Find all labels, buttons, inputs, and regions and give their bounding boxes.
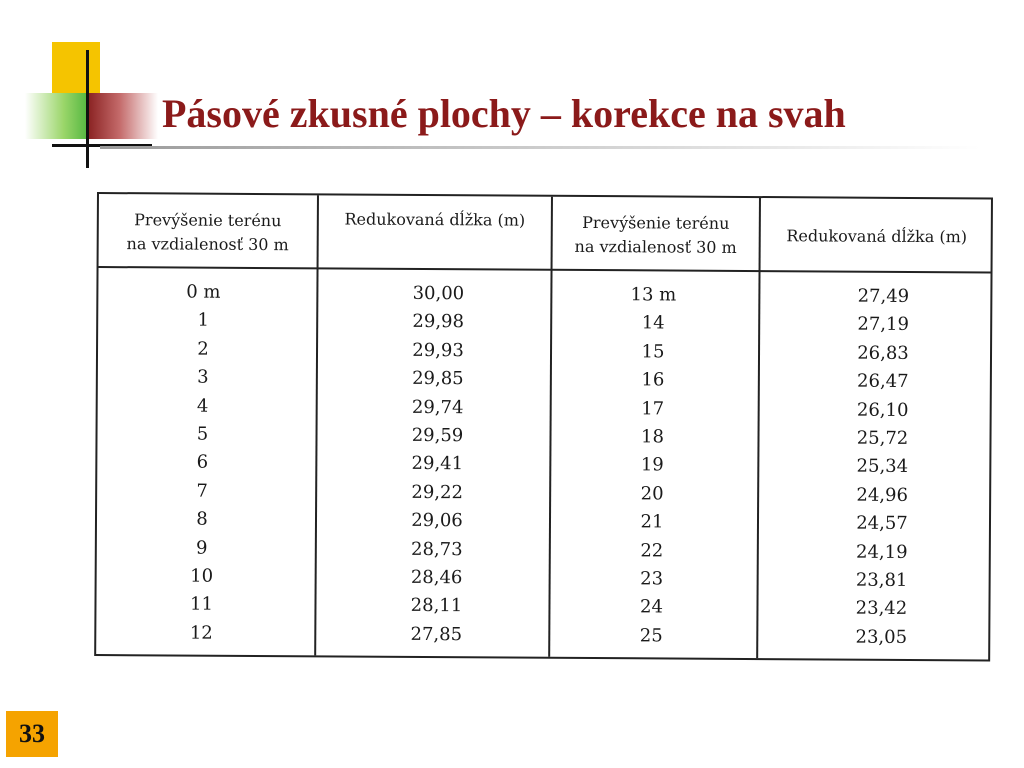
table-cell: 16 — [641, 369, 665, 391]
table-cell: 7 — [196, 480, 208, 502]
table-cell: 14 — [641, 312, 665, 334]
table-cell: 2 — [197, 338, 209, 360]
table-cell: 25 — [639, 625, 663, 647]
slide-title: Pásové zkusné plochy – korekce na svah — [162, 91, 846, 136]
table-cell: 21 — [640, 511, 664, 533]
length-column-left — [386, 280, 488, 650]
table-cell: 23,42 — [855, 597, 908, 620]
table-cell: 27,49 — [857, 285, 910, 307]
table-cell: 28,46 — [410, 566, 463, 589]
logo-green-bar — [25, 93, 95, 139]
table-cell: 24,19 — [855, 541, 908, 563]
table-cell: 17 — [641, 397, 665, 420]
table-cell: 28,73 — [410, 538, 463, 560]
table-cell: 26,83 — [857, 342, 909, 364]
table-cell: 19 — [640, 454, 664, 476]
table-cell: 24,57 — [856, 512, 908, 535]
logo-yellow-square — [52, 42, 100, 94]
table-cell: 29,59 — [411, 424, 464, 447]
table-cell: 3 — [197, 366, 209, 388]
header-length-left: Redukovaná dĺžka (m) — [344, 209, 526, 230]
table-cell: 20 — [640, 483, 664, 505]
table-cell: 12 — [189, 622, 213, 644]
table-cell: 26,47 — [857, 370, 909, 393]
table-cell: 10 — [190, 565, 214, 587]
table-cell: 5 — [196, 423, 209, 445]
table-cell: 29,22 — [411, 481, 464, 503]
table-cell: 8 — [196, 508, 208, 530]
table-cell: 25,72 — [856, 427, 909, 449]
table-cell: 23,81 — [855, 569, 908, 591]
header-length-right: Redukovaná dĺžka (m) — [786, 226, 968, 247]
table-cell: 18 — [640, 426, 665, 448]
table-cell: 29,93 — [412, 339, 464, 362]
table-cell: 30,00 — [412, 282, 465, 305]
header-elevation-left: Prevýšenie terénu na vzdialenosť 30 m — [126, 210, 289, 255]
page-number-badge: 33 — [6, 711, 58, 757]
table-cell: 4 — [196, 395, 209, 417]
table-cell: 29,41 — [411, 453, 464, 475]
table-cell: 6 — [196, 451, 209, 474]
table-cell: 13 m — [630, 284, 677, 306]
table-cell: 24,96 — [856, 484, 908, 506]
table-cell: 22 — [640, 539, 664, 561]
table-cell: 0 m — [186, 281, 221, 303]
column-divider — [756, 198, 761, 658]
slope-correction-table — [94, 192, 993, 661]
table-cell: 29,74 — [411, 396, 464, 418]
logo-red-bar — [88, 93, 158, 139]
table-cell: 27,19 — [857, 314, 910, 336]
length-column-right — [831, 283, 933, 653]
elevation-column-left — [151, 278, 253, 648]
table-cell: 29,06 — [411, 510, 463, 532]
table-cell: 1 — [197, 310, 209, 332]
table-cell: 26,10 — [856, 399, 909, 421]
table-cell: 27,85 — [410, 623, 463, 645]
header-elevation-right: Prevýšenie terénu na vzdialenosť 30 m — [574, 212, 737, 257]
elevation-column-right — [601, 281, 703, 651]
table-cell: 15 — [641, 341, 665, 363]
title-underline — [100, 146, 980, 149]
table-cell: 23,05 — [855, 626, 908, 648]
logo-vertical-line — [86, 50, 89, 168]
table-cell: 23 — [640, 568, 664, 590]
table-cell: 9 — [196, 537, 208, 559]
table-cell: 29,85 — [412, 368, 464, 390]
table-cell: 28,11 — [410, 595, 463, 617]
table-cell: 11 — [189, 593, 213, 616]
table-cell: 24 — [639, 596, 663, 618]
table-cell: 25,34 — [856, 455, 909, 478]
table-cell: 29,98 — [412, 311, 465, 333]
